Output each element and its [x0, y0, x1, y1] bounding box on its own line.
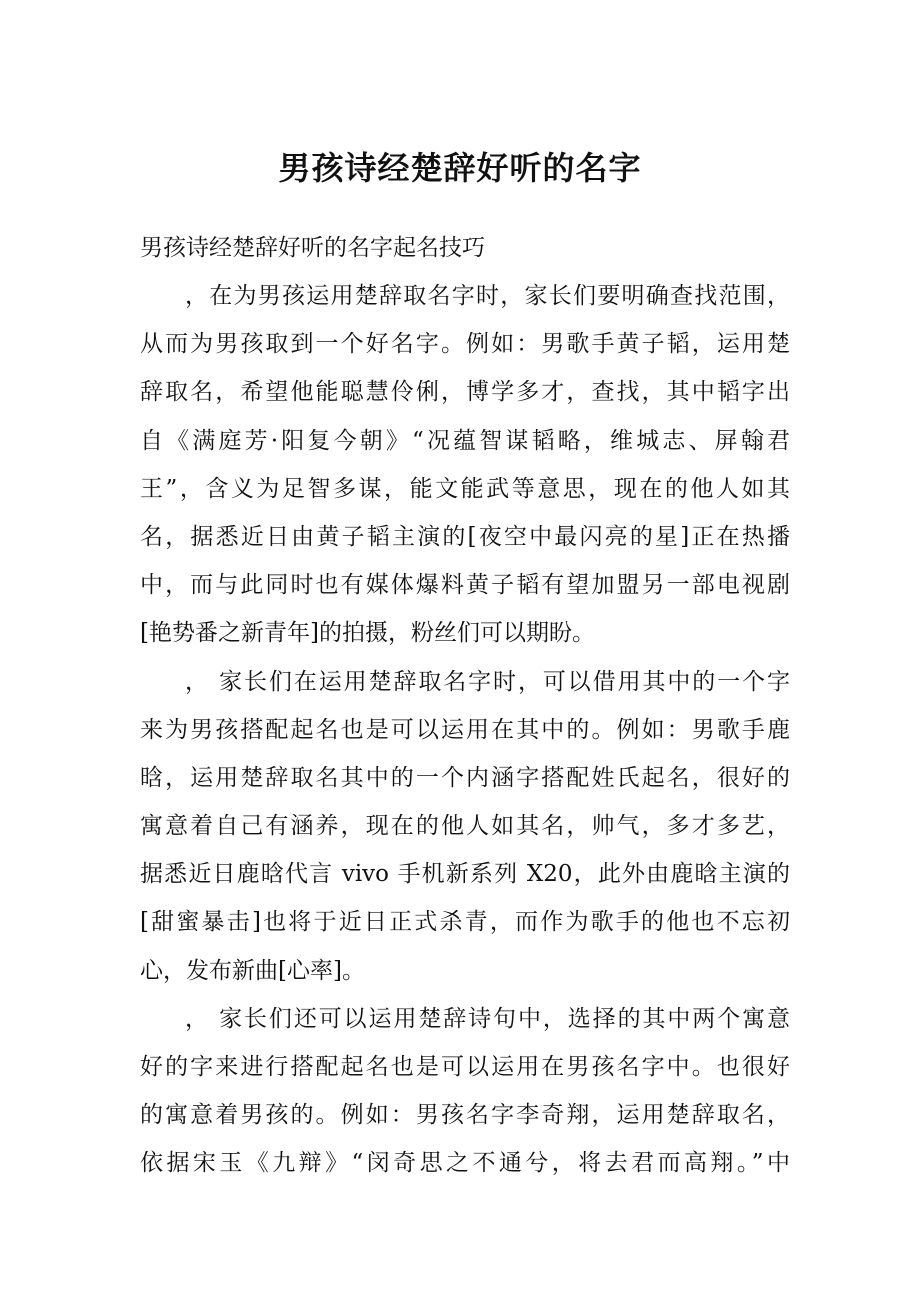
paragraph-list: [140, 272, 790, 1188]
paragraph-line: 自《满庭芳·阳复今朝》“况蕴智谋韬略，维城志、屏翰君: [140, 427, 790, 454]
paragraph-line: 依据宋玉《九辩》“闵奇思之不通兮，将去君而高翔。”中: [140, 1150, 790, 1177]
paragraph-line: 名，据悉近日由黄子韬主演的[夜空中最闪亮的星]正在热播: [140, 523, 790, 550]
paragraph: [140, 658, 790, 995]
document-body: [140, 224, 790, 1188]
paragraph-line: 辞取名，希望他能聪慧伶俐，博学多才，查找，其中韬字出: [140, 379, 790, 406]
paragraph-line: 王”，含义为足智多谋，能文能武等意思，现在的他人如其: [140, 475, 790, 502]
paragraph-line: ， 家长们在运用楚辞取名字时，可以借用其中的一个字: [185, 668, 790, 695]
section-heading: 男孩诗经楚辞好听的名字起名技巧: [140, 235, 485, 261]
paragraph-line: 好的字来进行搭配起名也是可以运用在男孩名字中。也很好: [140, 1054, 790, 1080]
paragraph-line: [甜蜜暴击]也将于近日正式杀青，而作为歌手的他也不忘初: [140, 909, 790, 936]
document-title: 男孩诗经楚辞好听的名字: [278, 149, 642, 187]
paragraph-line: [艳势番之新青年]的拍摄，粉丝们可以期盼。: [140, 620, 595, 647]
paragraph-line: 据悉近日鹿晗代言 vivo 手机新系列 X20，此外由鹿晗主演的: [140, 861, 790, 888]
paragraph-line: 寓意着自己有涵养，现在的他人如其名，帅气，多才多艺，: [140, 813, 790, 840]
paragraph-line: 的寓意着男孩的。例如：男孩名字李奇翔，运用楚辞取名，: [140, 1102, 790, 1129]
paragraph: [140, 995, 790, 1188]
paragraph-line: 从而为男孩取到一个好名字。例如：男歌手黄子韬，运用楚: [140, 331, 790, 358]
paragraph-line: 中，而与此同时也有媒体爆料黄子韬有望加盟另一部电视剧: [140, 572, 790, 599]
paragraph: [140, 272, 790, 658]
paragraph-line: 来为男孩搭配起名也是可以运用在其中的。例如：男歌手鹿: [140, 716, 790, 743]
paragraph-line: ，在为男孩运用楚辞取名字时，家长们要明确查找范围，: [185, 283, 790, 309]
paragraph-line: 心，发布新曲[心率]。: [140, 957, 365, 984]
paragraph-line: ， 家长们还可以运用楚辞诗句中，选择的其中两个寓意: [185, 1005, 790, 1032]
paragraph-line: 晗，运用楚辞取名其中的一个内涵字搭配姓氏起名，很好的: [140, 764, 790, 791]
